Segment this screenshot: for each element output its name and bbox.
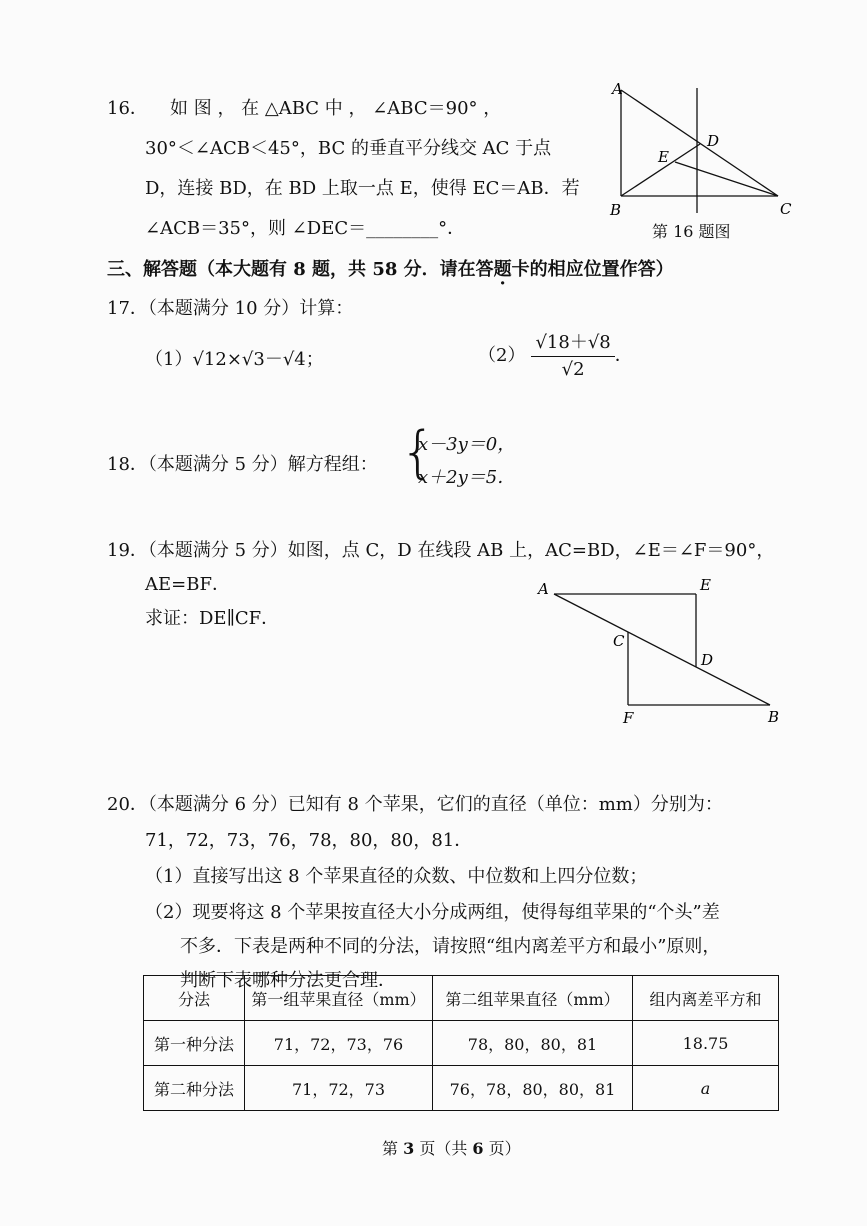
table-header-row <box>144 976 779 1021</box>
q17-part2: （2） $\frac{√18+√8}{√2}$ ． <box>478 328 633 380</box>
q20-line2: 71，72，73，76，78，80，80，81． <box>145 830 473 851</box>
table-cell: a <box>633 1066 779 1111</box>
q16-number: 16． <box>107 98 148 119</box>
table-header-cell: 第二组苹果直径（mm） <box>433 976 633 1021</box>
section-3-title: 三、解答题（本大题有 8 题，共 58 分．请在答题卡的相应位置作答） <box>107 259 674 280</box>
q18-brace: { <box>400 420 436 485</box>
table-row <box>144 1066 779 1111</box>
segment-ab <box>554 594 770 705</box>
q19-figure <box>530 570 790 730</box>
label-c: C <box>613 632 625 650</box>
q18-eq2: x＋2y＝5． <box>418 467 516 488</box>
q17-part2-fraction: $\frac{√18+√8}{√2}$ <box>531 328 614 380</box>
table-cell: 71，72，73，76 <box>245 1021 433 1066</box>
q18-eq1: x－3y＝0， <box>418 434 516 455</box>
q19-line1: 19．（本题满分 5 分）如图，点 C，D 在线段 AB 上，AC=BD，∠E＝∠F＝90°， <box>107 540 775 561</box>
page-number: 3 <box>403 1139 415 1158</box>
table-cell: 18.75 <box>633 1021 779 1066</box>
page-footer: 第 3 页（共 6 页） <box>382 1139 521 1158</box>
label-a: A <box>612 80 623 98</box>
label-e: E <box>658 148 669 166</box>
q16-figure <box>600 78 800 218</box>
label-c: C <box>780 200 792 218</box>
table-header-cell: 分法 <box>144 976 245 1021</box>
q19-line3: 求证：DE∥CF． <box>145 608 280 629</box>
table-cell: 76，78，80，80，81 <box>433 1066 633 1111</box>
label-e: E <box>700 576 711 594</box>
label-d: D <box>707 132 720 150</box>
q16-line2: 30°＜∠ACB＜45°，BC 的垂直平分线交 AC 于点 <box>145 138 552 159</box>
q17-part1: （1）√12×√3－√4； <box>145 349 324 370</box>
q20-table <box>143 975 779 1111</box>
label-a: A <box>538 580 549 598</box>
label-b: B <box>610 201 622 218</box>
table-header-cell: 组内离差平方和 <box>633 976 779 1021</box>
emphasis-answer-card: 答题卡 <box>475 259 530 280</box>
table-cell: 78，80，80，81 <box>433 1021 633 1066</box>
table-row <box>144 1021 779 1066</box>
q18-title: 18．（本题满分 5 分）解方程组： <box>107 454 378 475</box>
q20-line5: 不多．下表是两种不同的分法，请按照“组内离差平方和最小”原则， <box>180 936 721 957</box>
label-b: B <box>768 708 780 726</box>
table-cell: 第二种分法 <box>144 1066 245 1111</box>
label-d: D <box>701 651 714 669</box>
table-header-cell: 第一组苹果直径（mm） <box>245 976 433 1021</box>
q19-line2: AE=BF． <box>145 574 230 595</box>
label-f: F <box>623 709 634 727</box>
q16-line3: D，连接 BD，在 BD 上取一点 E，使得 EC＝AB．若 <box>145 178 580 199</box>
q16-line4: ∠ACB＝35°，则 ∠DEC＝________°． <box>145 218 466 239</box>
q17-title: 17．（本题满分 10 分）计算： <box>107 298 354 319</box>
segment-ec <box>675 162 778 196</box>
q20-line1: 20．（本题满分 6 分）已知有 8 个苹果，它们的直径（单位：mm）分别为： <box>107 794 723 815</box>
table-cell: 第一种分法 <box>144 1021 245 1066</box>
q16-figure-caption: 第 16 题图 <box>652 222 731 241</box>
table-cell: 71，72，73 <box>245 1066 433 1111</box>
q20-line3: （1）直接写出这 8 个苹果直径的众数、中位数和上四分位数； <box>145 866 648 887</box>
q16-line1: 如 图 ， 在 △ABC 中 ， ∠ABC＝90° ， <box>170 98 502 119</box>
q20-line6: 判断下表哪种分法更合理． <box>180 970 396 991</box>
q20-line4: （2）现要将这 8 个苹果按直径大小分成两组，使得每组苹果的“个头”差 <box>145 902 720 923</box>
page-total: 6 <box>472 1139 484 1158</box>
